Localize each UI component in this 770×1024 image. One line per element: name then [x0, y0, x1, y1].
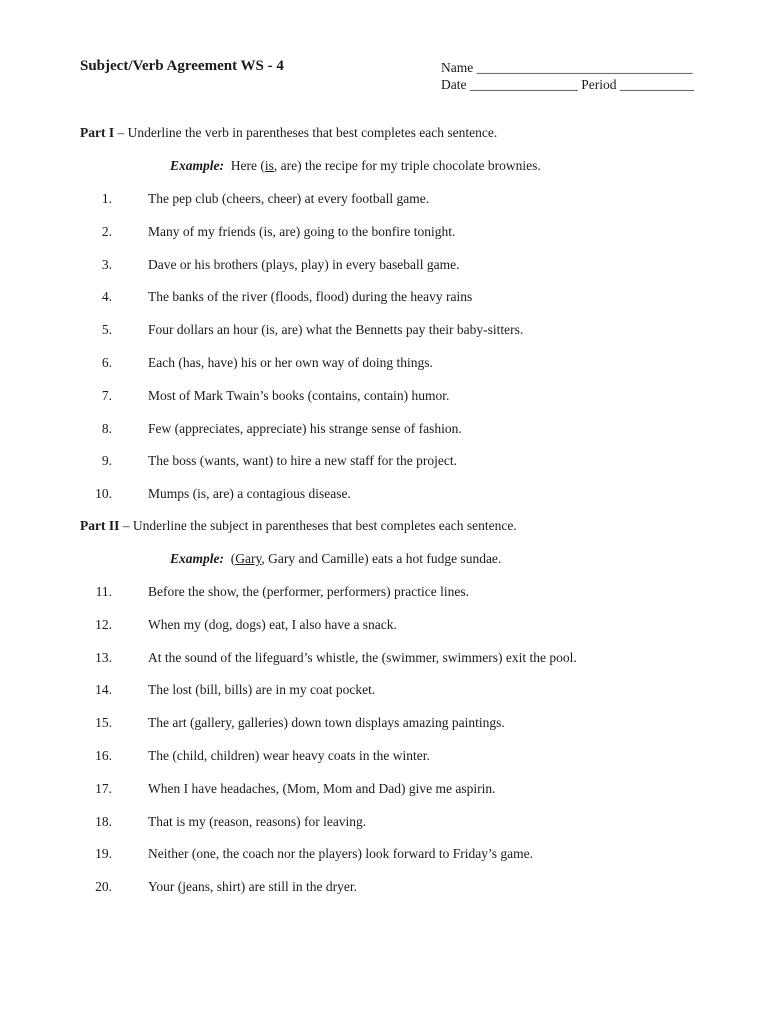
- item-sentence: Most of Mark Twain’s books (contains, contain) humor.: [148, 387, 450, 403]
- item-sentence: Mumps (is, are) a contagious disease.: [148, 486, 351, 502]
- item-sentence: The boss (wants, want) to hire a new staff for the project.: [148, 453, 458, 469]
- item-number: 19.: [95, 846, 112, 862]
- item-sentence: The (child, children) wear heavy coats in the winter.: [148, 748, 430, 763]
- part1-example: [170, 158, 541, 174]
- item-sentence: Dave or his brothers (plays, play) in every baseball game.: [148, 256, 460, 272]
- item-sentence: Many of my friends (is, are) going to the bonfire tonight.: [148, 223, 456, 239]
- worksheet-title: Subject/Verb Agreement WS - 4: [80, 58, 284, 74]
- item-number: 1.: [101, 191, 112, 206]
- item-number: 7.: [101, 387, 112, 403]
- part1-heading: [80, 125, 497, 141]
- item-sentence: Few (appreciates, appreciate) his strange sense of fashion.: [148, 420, 462, 436]
- item-number: 20.: [95, 879, 112, 895]
- item-sentence: Your (jeans, shirt) are still in the dryer.: [148, 879, 357, 895]
- item-number: 13.: [95, 649, 112, 665]
- item-number: 2.: [101, 223, 112, 239]
- part2-instruction: – Underline the subject in parentheses that best completes each sentence.: [119, 518, 517, 533]
- date-period-field-line: Date ________________ Period ___________: [441, 77, 695, 92]
- item-sentence: The lost (bill, bills) are in my coat pocket.: [148, 682, 376, 698]
- item-number: 11.: [95, 584, 112, 599]
- item-sentence: Each (has, have) his or her own way of doing things.: [148, 355, 433, 370]
- part1-example-underlined: is: [264, 158, 274, 173]
- item-number: 14.: [95, 682, 112, 698]
- part1-example-label: Example:: [170, 158, 224, 173]
- part2-example: [170, 551, 501, 567]
- item-sentence: The banks of the river (floods, flood) during the heavy rains: [148, 289, 473, 305]
- part2-heading: [80, 518, 517, 534]
- part1-example-before: Here (: [224, 158, 265, 173]
- part2-example-label: Example:: [170, 551, 224, 566]
- item-sentence: Neither (one, the coach nor the players) look forward to Friday’s game.: [148, 846, 533, 862]
- part2-example-underlined: Gary: [235, 551, 262, 566]
- item-number: 10.: [95, 486, 112, 502]
- item-number: 15.: [95, 715, 112, 731]
- item-sentence: When I have headaches, (Mom, Mom and Dad) give me aspirin.: [148, 780, 496, 796]
- item-number: 6.: [101, 355, 112, 370]
- item-sentence: At the sound of the lifeguard’s whistle, the (swimmer, swimmers) exit the pool.: [148, 649, 577, 665]
- item-number: 4.: [101, 289, 112, 305]
- part2-example-after: , Gary and Camille) eats a hot fudge sundae.: [261, 551, 502, 566]
- item-number: 16.: [95, 748, 112, 763]
- part1-example-after: , are) the recipe for my triple chocolate brownies.: [273, 158, 541, 173]
- part2-label: Part II: [80, 518, 120, 533]
- item-number: 8.: [101, 420, 112, 436]
- item-number: 12.: [95, 616, 112, 632]
- header-fields: [441, 59, 694, 93]
- item-sentence: Before the show, the (performer, performers) practice lines.: [148, 584, 469, 599]
- item-sentence: That is my (reason, reasons) for leaving.: [148, 813, 367, 829]
- item-number: 5.: [101, 322, 112, 338]
- part1-label: Part I: [80, 125, 115, 140]
- item-sentence: The pep club (cheers, cheer) at every football game.: [148, 191, 430, 206]
- item-number: 18.: [95, 813, 112, 829]
- item-sentence: Four dollars an hour (is, are) what the Bennetts pay their baby-sitters.: [148, 322, 524, 338]
- item-sentence: The art (gallery, galleries) down town displays amazing paintings.: [148, 715, 505, 731]
- name-field-line: Name ________________________________: [441, 60, 693, 75]
- item-number: 9.: [101, 453, 112, 469]
- item-number: 17.: [95, 780, 112, 796]
- item-sentence: When my (dog, dogs) eat, I also have a snack.: [148, 616, 397, 632]
- part1-instruction: – Underline the verb in parentheses that best completes each sentence.: [114, 125, 498, 140]
- part2-example-before: (: [224, 551, 236, 566]
- item-number: 3.: [101, 256, 112, 272]
